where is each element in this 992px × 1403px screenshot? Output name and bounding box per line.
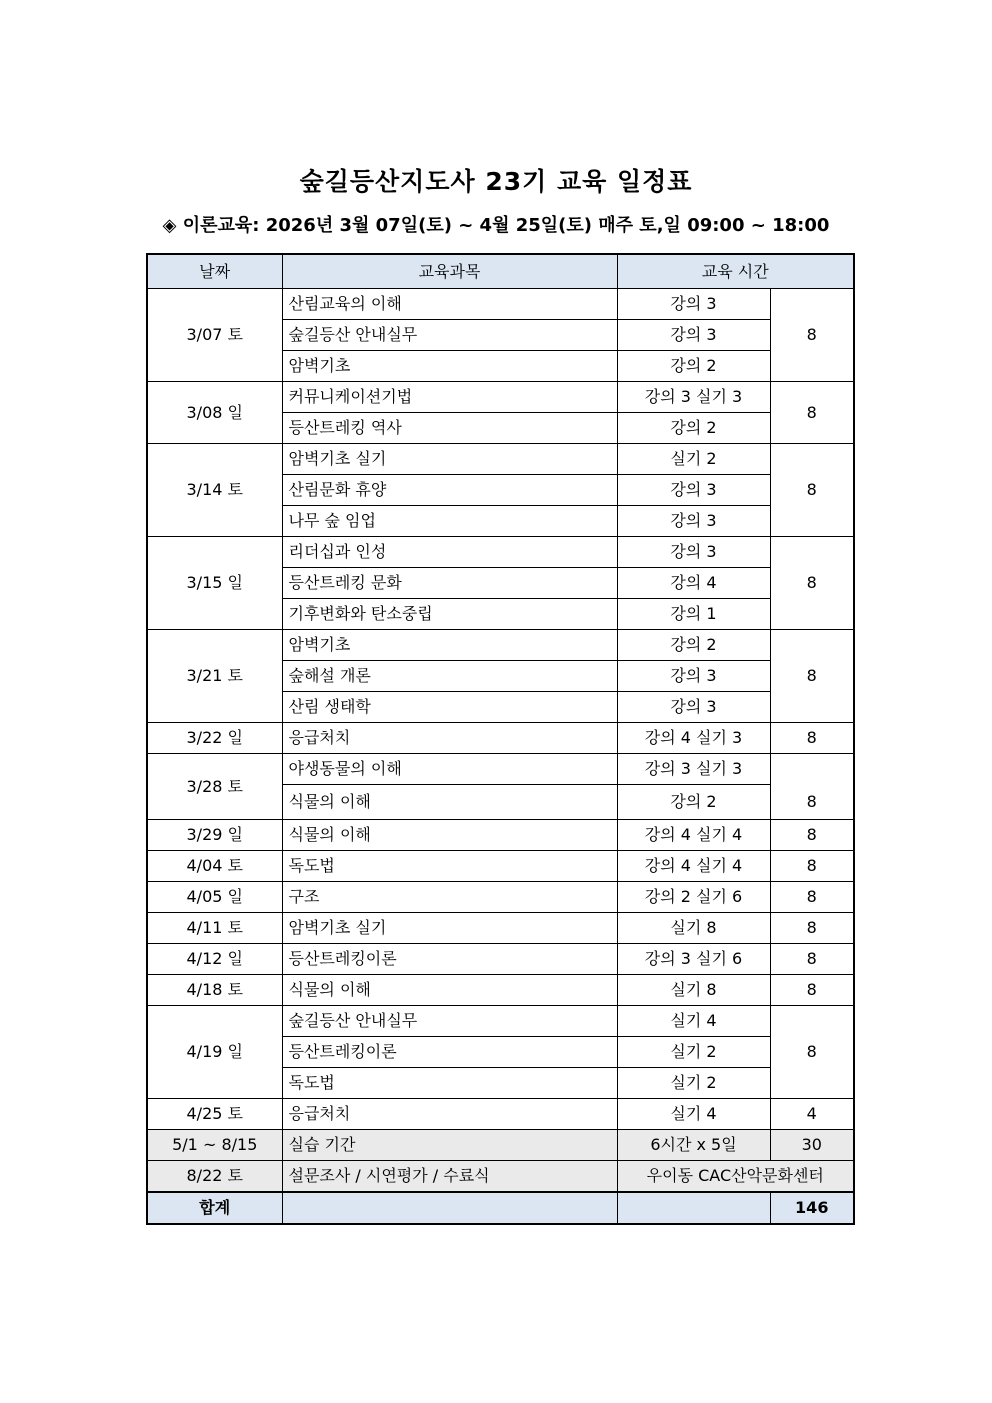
date-cell: 3/07 토 xyxy=(147,289,282,382)
method-cell: 강의 4 xyxy=(617,568,770,599)
table-row xyxy=(147,975,854,1006)
subject-cell: 식물의 이해 xyxy=(282,975,617,1006)
date-cell: 3/14 토 xyxy=(147,444,282,537)
hours-cell: 8 xyxy=(770,723,854,754)
subject-cell: 기후변화와 탄소중립 xyxy=(282,599,617,630)
method-cell: 강의 3 xyxy=(617,289,770,320)
hours-cell: 8 xyxy=(770,975,854,1006)
subject-cell: 등산트레킹 역사 xyxy=(282,413,617,444)
method-cell: 강의 2 xyxy=(617,351,770,382)
date-cell: 3/29 일 xyxy=(147,820,282,851)
method-cell: 강의 2 xyxy=(617,413,770,444)
schedule-table xyxy=(146,253,855,1225)
subject-cell: 식물의 이해 xyxy=(282,785,617,820)
method-cell: 강의 3 실기 3 xyxy=(617,382,770,413)
method-cell: 강의 1 xyxy=(617,599,770,630)
table-row xyxy=(147,944,854,975)
date-cell: 4/11 토 xyxy=(147,913,282,944)
subject-cell: 숲길등산 안내실무 xyxy=(282,1006,617,1037)
subject-cell: 야생동물의 이해 xyxy=(282,754,617,785)
total-row xyxy=(147,1192,854,1224)
header-date: 날짜 xyxy=(147,254,282,289)
table-row xyxy=(147,1099,854,1130)
subject-cell: 식물의 이해 xyxy=(282,820,617,851)
date-cell: 8/22 토 xyxy=(147,1161,282,1193)
method-cell: 강의 3 xyxy=(617,506,770,537)
hours-cell: 8 xyxy=(770,913,854,944)
subject-cell: 숲길등산 안내실무 xyxy=(282,320,617,351)
total-subject-cell xyxy=(282,1192,617,1224)
table-row xyxy=(147,1130,854,1161)
method-cell: 실기 4 xyxy=(617,1006,770,1037)
date-cell: 3/28 토 xyxy=(147,754,282,820)
hours-cell: 8 xyxy=(770,882,854,913)
table-row xyxy=(147,723,854,754)
header-subject: 교육과목 xyxy=(282,254,617,289)
subject-cell: 산림교육의 이해 xyxy=(282,289,617,320)
method-cell: 강의 4 실기 4 xyxy=(617,820,770,851)
total-hours: 146 xyxy=(770,1192,854,1224)
method-cell: 실기 2 xyxy=(617,1037,770,1068)
header-time: 교육 시간 xyxy=(617,254,854,289)
date-cell: 4/04 토 xyxy=(147,851,282,882)
subject-cell: 독도법 xyxy=(282,1068,617,1099)
method-cell: 강의 3 xyxy=(617,320,770,351)
hours-cell: 8 xyxy=(770,820,854,851)
method-cell: 강의 3 xyxy=(617,537,770,568)
subject-cell: 실습 기간 xyxy=(282,1130,617,1161)
subject-cell: 등산트레킹이론 xyxy=(282,944,617,975)
hours-cell: 8 xyxy=(770,537,854,630)
table-row xyxy=(147,820,854,851)
method-cell: 강의 3 실기 3 xyxy=(617,754,770,785)
method-cell: 실기 8 xyxy=(617,975,770,1006)
subject-cell: 암벽기초 실기 xyxy=(282,444,617,475)
subject-cell: 산림문화 휴양 xyxy=(282,475,617,506)
subject-cell: 산림 생태학 xyxy=(282,692,617,723)
method-cell: 강의 2 xyxy=(617,785,770,820)
method-cell: 강의 4 실기 4 xyxy=(617,851,770,882)
subject-cell: 응급처치 xyxy=(282,723,617,754)
date-cell: 5/1 ~ 8/15 xyxy=(147,1130,282,1161)
subject-cell: 응급처치 xyxy=(282,1099,617,1130)
subject-cell: 등산트레킹이론 xyxy=(282,1037,617,1068)
location-cell: 우이동 CAC산악문화센터 xyxy=(617,1161,854,1193)
table-row xyxy=(147,754,854,785)
total-method-cell xyxy=(617,1192,770,1224)
subject-cell: 구조 xyxy=(282,882,617,913)
method-cell: 실기 4 xyxy=(617,1099,770,1130)
subject-cell: 나무 숲 임업 xyxy=(282,506,617,537)
date-cell: 4/25 토 xyxy=(147,1099,282,1130)
date-cell: 3/22 일 xyxy=(147,723,282,754)
hours-cell: 8 xyxy=(770,630,854,723)
table-row xyxy=(147,382,854,413)
subject-cell: 암벽기초 xyxy=(282,351,617,382)
date-cell: 4/19 일 xyxy=(147,1006,282,1099)
method-cell: 강의 2 실기 6 xyxy=(617,882,770,913)
date-cell: 3/08 일 xyxy=(147,382,282,444)
subject-cell: 등산트레킹 문화 xyxy=(282,568,617,599)
subject-cell: 리더십과 인성 xyxy=(282,537,617,568)
subject-cell: 커뮤니케이션기법 xyxy=(282,382,617,413)
subject-cell: 숲해설 개론 xyxy=(282,661,617,692)
table-row xyxy=(147,630,854,661)
date-cell: 4/18 토 xyxy=(147,975,282,1006)
hours-cell: 8 xyxy=(770,444,854,537)
hours-cell: 30 xyxy=(770,1130,854,1161)
hours-cell: 8 xyxy=(770,754,854,820)
hours-cell: 8 xyxy=(770,289,854,382)
method-cell: 강의 3 xyxy=(617,661,770,692)
method-cell: 강의 3 xyxy=(617,692,770,723)
hours-cell: 8 xyxy=(770,851,854,882)
method-cell: 강의 3 실기 6 xyxy=(617,944,770,975)
date-cell: 3/21 토 xyxy=(147,630,282,723)
table-row xyxy=(147,913,854,944)
method-cell: 강의 4 실기 3 xyxy=(617,723,770,754)
table-row xyxy=(147,882,854,913)
method-cell: 실기 2 xyxy=(617,444,770,475)
table-row xyxy=(147,537,854,568)
hours-cell: 4 xyxy=(770,1099,854,1130)
date-cell: 3/15 일 xyxy=(147,537,282,630)
subject-cell: 암벽기초 실기 xyxy=(282,913,617,944)
table-row xyxy=(147,1161,854,1193)
table-row xyxy=(147,444,854,475)
method-cell: 6시간 x 5일 xyxy=(617,1130,770,1161)
method-cell: 실기 2 xyxy=(617,1068,770,1099)
table-row xyxy=(147,851,854,882)
table-header-row xyxy=(147,254,854,289)
method-cell: 강의 2 xyxy=(617,630,770,661)
hours-cell: 8 xyxy=(770,382,854,444)
page-title: 숲길등산지도사 23기 교육 일정표 xyxy=(299,167,693,196)
hours-cell: 8 xyxy=(770,1006,854,1099)
table-row xyxy=(147,1006,854,1037)
hours-cell: 8 xyxy=(770,944,854,975)
schedule-period: ◈ 이론교육: 2026년 3월 07일(토) ~ 4월 25일(토) 매주 토,일 09:00 ~ 18:00 xyxy=(162,215,830,236)
method-cell: 강의 3 xyxy=(617,475,770,506)
method-cell: 실기 8 xyxy=(617,913,770,944)
subject-cell: 암벽기초 xyxy=(282,630,617,661)
total-label: 합계 xyxy=(147,1192,282,1224)
subject-cell: 설문조사 / 시연평가 / 수료식 xyxy=(282,1161,617,1193)
subject-cell: 독도법 xyxy=(282,851,617,882)
date-cell: 4/12 일 xyxy=(147,944,282,975)
date-cell: 4/05 일 xyxy=(147,882,282,913)
table-row xyxy=(147,289,854,320)
